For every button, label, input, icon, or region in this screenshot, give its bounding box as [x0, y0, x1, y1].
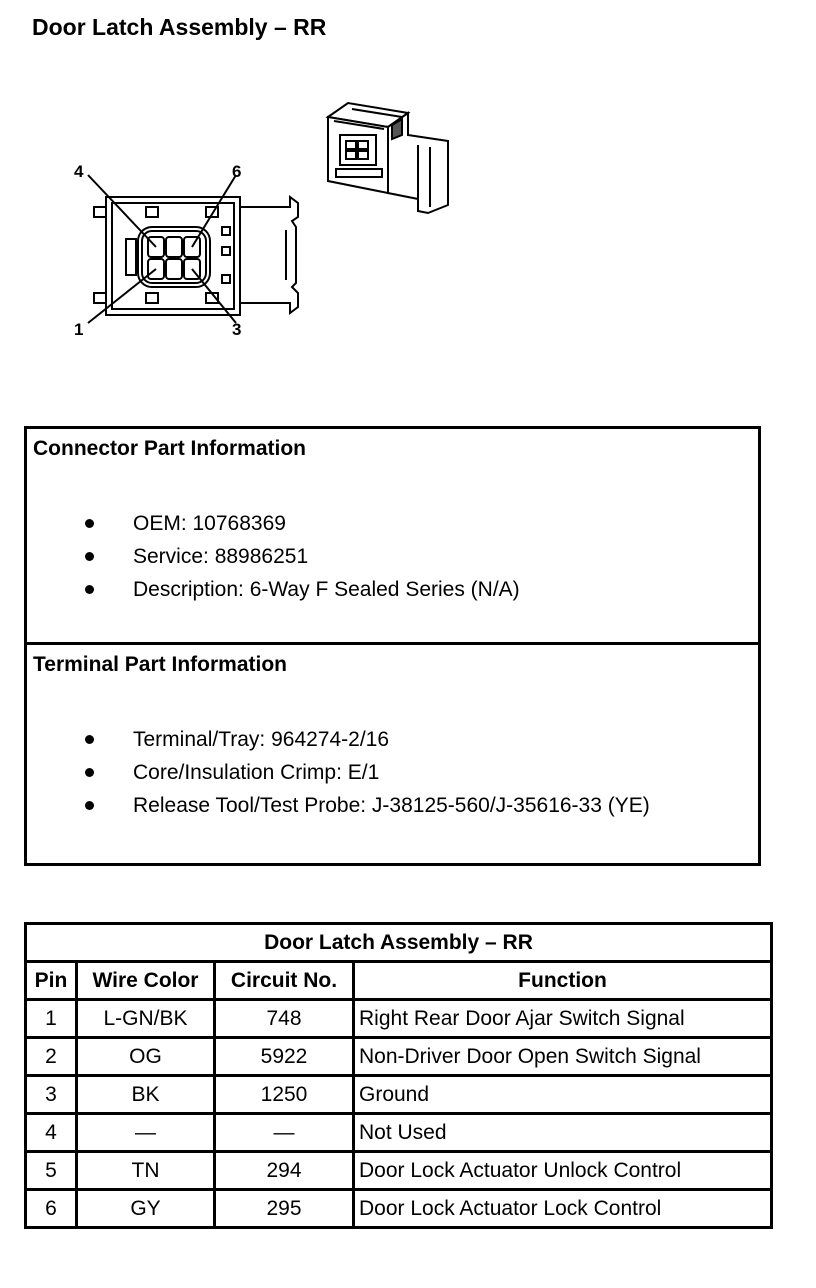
terminal-info-title: Terminal Part Information: [33, 653, 287, 676]
pin-cell: 1: [26, 1000, 77, 1038]
header-pin: Pin: [26, 962, 77, 1000]
terminal-part-information: [27, 645, 758, 860]
table-row: [26, 1152, 772, 1190]
part-information-box: [24, 426, 761, 866]
function-cell: Right Rear Door Ajar Switch Signal: [354, 1000, 772, 1038]
connector-front-view: [60, 155, 310, 340]
header-wire-color: Wire Color: [77, 962, 215, 1000]
bullet-icon: [85, 735, 94, 744]
terminal-tray: Terminal/Tray: 964274-2/16: [133, 728, 390, 751]
table-header-row: [26, 962, 772, 1000]
connector-info-list: [27, 507, 520, 606]
pin-cell: 6: [26, 1190, 77, 1228]
list-item: [27, 540, 520, 573]
circuit-cell: 748: [215, 1000, 354, 1038]
bullet-icon: [85, 768, 94, 777]
pin-cell: 4: [26, 1114, 77, 1152]
pin-cell: 5: [26, 1152, 77, 1190]
bullet-icon: [85, 552, 94, 561]
circuit-cell: 295: [215, 1190, 354, 1228]
table-row: [26, 1114, 772, 1152]
function-cell: Non-Driver Door Open Switch Signal: [354, 1038, 772, 1076]
bullet-icon: [85, 519, 94, 528]
table-row: [26, 1190, 772, 1228]
wire-color-cell: OG: [77, 1038, 215, 1076]
list-item: [27, 789, 650, 822]
circuit-cell: 5922: [215, 1038, 354, 1076]
function-cell: Not Used: [354, 1114, 772, 1152]
function-cell: Door Lock Actuator Lock Control: [354, 1190, 772, 1228]
pin-callout-1: 1: [74, 320, 84, 339]
connector-isometric-view: [318, 95, 458, 220]
list-item: [27, 756, 650, 789]
wire-color-cell: TN: [77, 1152, 215, 1190]
pin-callout-4: 4: [74, 162, 84, 181]
wire-color-cell: —: [77, 1114, 215, 1152]
list-item: [27, 507, 520, 540]
wire-color-cell: L-GN/BK: [77, 1000, 215, 1038]
pin-callout-6: 6: [232, 162, 242, 181]
list-item: [27, 723, 650, 756]
pin-table: [24, 922, 773, 1229]
wire-color-cell: GY: [77, 1190, 215, 1228]
wire-color-cell: BK: [77, 1076, 215, 1114]
circuit-cell: 294: [215, 1152, 354, 1190]
header-function: Function: [354, 962, 772, 1000]
bullet-icon: [85, 585, 94, 594]
page-title: Door Latch Assembly – RR: [32, 14, 327, 40]
terminal-crimp: Core/Insulation Crimp: E/1: [133, 761, 380, 784]
pin-callout-3: 3: [232, 320, 242, 339]
table-title-row: [26, 924, 772, 962]
connector-oem: OEM: 10768369: [133, 512, 286, 535]
connector-service: Service: 88986251: [133, 545, 309, 568]
list-item: [27, 573, 520, 606]
bullet-icon: [85, 801, 94, 810]
header-circuit-no: Circuit No.: [215, 962, 354, 1000]
pin-cell: 2: [26, 1038, 77, 1076]
connector-description: Description: 6-Way F Sealed Series (N/A): [133, 578, 520, 601]
circuit-cell: —: [215, 1114, 354, 1152]
terminal-release-tool: Release Tool/Test Probe: J-38125-560/J-35616-33 (YE): [133, 794, 650, 817]
function-cell: Ground: [354, 1076, 772, 1114]
connector-info-title: Connector Part Information: [33, 437, 307, 460]
connector-part-information: [27, 429, 758, 645]
terminal-info-list: [27, 723, 650, 822]
table-row: [26, 1000, 772, 1038]
table-row: [26, 1038, 772, 1076]
pin-cell: 3: [26, 1076, 77, 1114]
table-row: [26, 1076, 772, 1114]
table-title: Door Latch Assembly – RR: [26, 924, 772, 962]
circuit-cell: 1250: [215, 1076, 354, 1114]
function-cell: Door Lock Actuator Unlock Control: [354, 1152, 772, 1190]
